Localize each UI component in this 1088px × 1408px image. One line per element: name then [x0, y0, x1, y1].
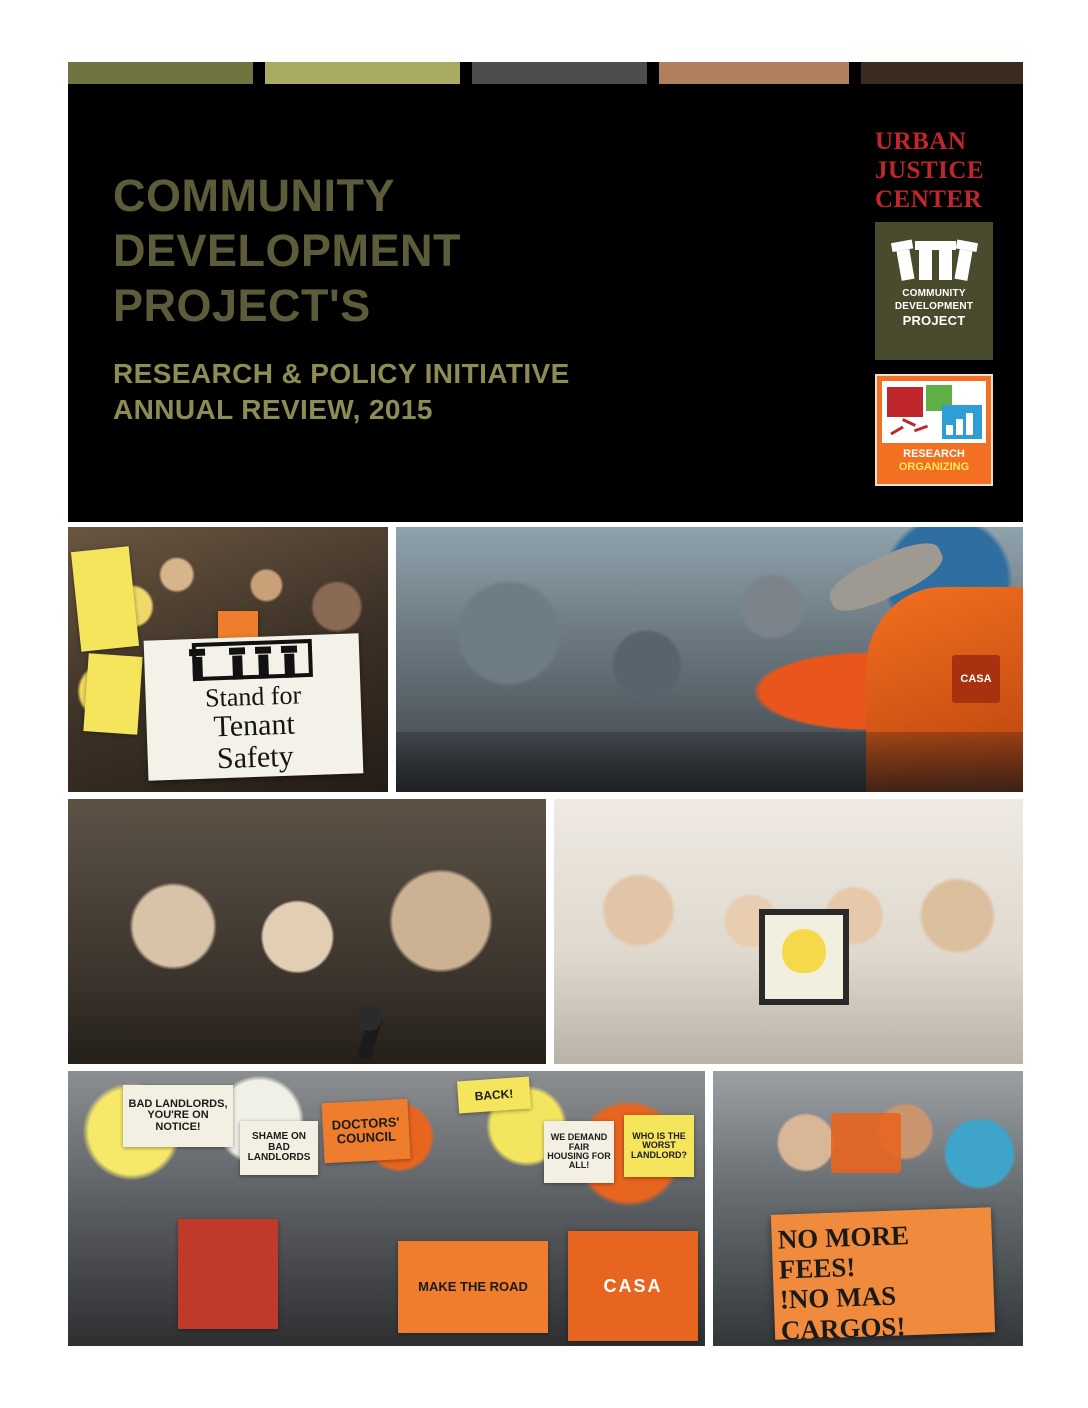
protest-placard: WE DEMAND FAIR HOUSING FOR ALL! [544, 1121, 614, 1183]
photo-collage [68, 527, 1023, 1347]
color-segment [647, 62, 659, 84]
top-color-bar [68, 62, 1023, 84]
building-people-icon [191, 639, 312, 681]
sign-line-3: Safety [216, 739, 295, 775]
rfo-logo-text [899, 448, 969, 474]
cdp-line-3: PROJECT [902, 313, 966, 328]
protest-placard: WHO IS THE WORST LANDLORD? [624, 1115, 694, 1177]
photo-panel-testimony [68, 799, 546, 1064]
cover-hero [68, 84, 1023, 522]
photo-street-rally [68, 1071, 705, 1346]
title-line-3: PROJECT'S [113, 279, 371, 331]
color-segment [849, 62, 861, 84]
cdp-logo-text [895, 288, 973, 329]
people-icon [897, 234, 971, 280]
casa-banner: CASA [568, 1231, 698, 1341]
photo-stand-for-tenant-safety [68, 527, 388, 792]
protest-placard: BACK! [457, 1077, 531, 1114]
protest-placard: BAD LANDLORDS, YOU'RE ON NOTICE! [123, 1085, 233, 1147]
sign-line-2: Tenant [212, 707, 296, 744]
sign-line-2: FEES! [778, 1252, 856, 1285]
cdp-line-1: COMMUNITY [902, 288, 966, 299]
community-development-project-logo [875, 222, 993, 360]
color-segment [68, 62, 253, 84]
photo-no-more-fees [713, 1071, 1023, 1346]
sign-line-3: !NO MAS [779, 1281, 897, 1316]
page-title [113, 169, 733, 334]
color-segment [253, 62, 265, 84]
chart-art-icon [882, 381, 986, 443]
photo-award-presentation [554, 799, 1023, 1064]
no-more-fees-sign [771, 1207, 995, 1346]
cdp-line-2: DEVELOPMENT [894, 300, 974, 312]
ujc-line-2: JUSTICE [875, 156, 985, 184]
subtitle-line-2: ANNUAL REVIEW, 2015 [113, 394, 433, 426]
casa-jacket-patch: CASA [952, 655, 1000, 703]
title-line-1: COMMUNITY [113, 170, 395, 221]
color-segment [659, 62, 849, 84]
title-line-2: DEVELOPMENT [113, 224, 462, 276]
color-segment [265, 62, 460, 84]
rfo-line-1: RESEARCH [903, 448, 965, 460]
research-for-organizing-logo [875, 374, 993, 486]
protest-placard: SHAME ON BAD LANDLORDS [240, 1121, 318, 1175]
sign-line-4: CARGOS! [780, 1310, 906, 1346]
page-subtitle [113, 356, 733, 429]
protest-placard [71, 546, 139, 652]
ujc-line-1: URBAN [875, 128, 967, 155]
protest-placard [83, 653, 142, 735]
make-the-road-banner: MAKE THE ROAD [398, 1241, 548, 1333]
color-segment [460, 62, 472, 84]
ujc-line-3: CENTER [875, 185, 983, 213]
protest-placard: DOCTORS' COUNCIL [321, 1099, 410, 1163]
sign-line-1: NO MORE [777, 1220, 910, 1255]
color-segment [472, 62, 647, 84]
rfo-line-2: ORGANIZING [898, 461, 970, 474]
title-block [113, 169, 733, 428]
subtitle-line-1: RESEARCH & POLICY INITIATIVE [113, 357, 570, 389]
sign-line-1: Stand for [204, 680, 302, 713]
photo-auditorium-speaker [396, 527, 1023, 792]
tenant-safety-sign [144, 633, 364, 780]
urban-justice-center-logo [875, 128, 993, 214]
protest-placard [178, 1219, 278, 1329]
color-segment [861, 62, 1023, 84]
